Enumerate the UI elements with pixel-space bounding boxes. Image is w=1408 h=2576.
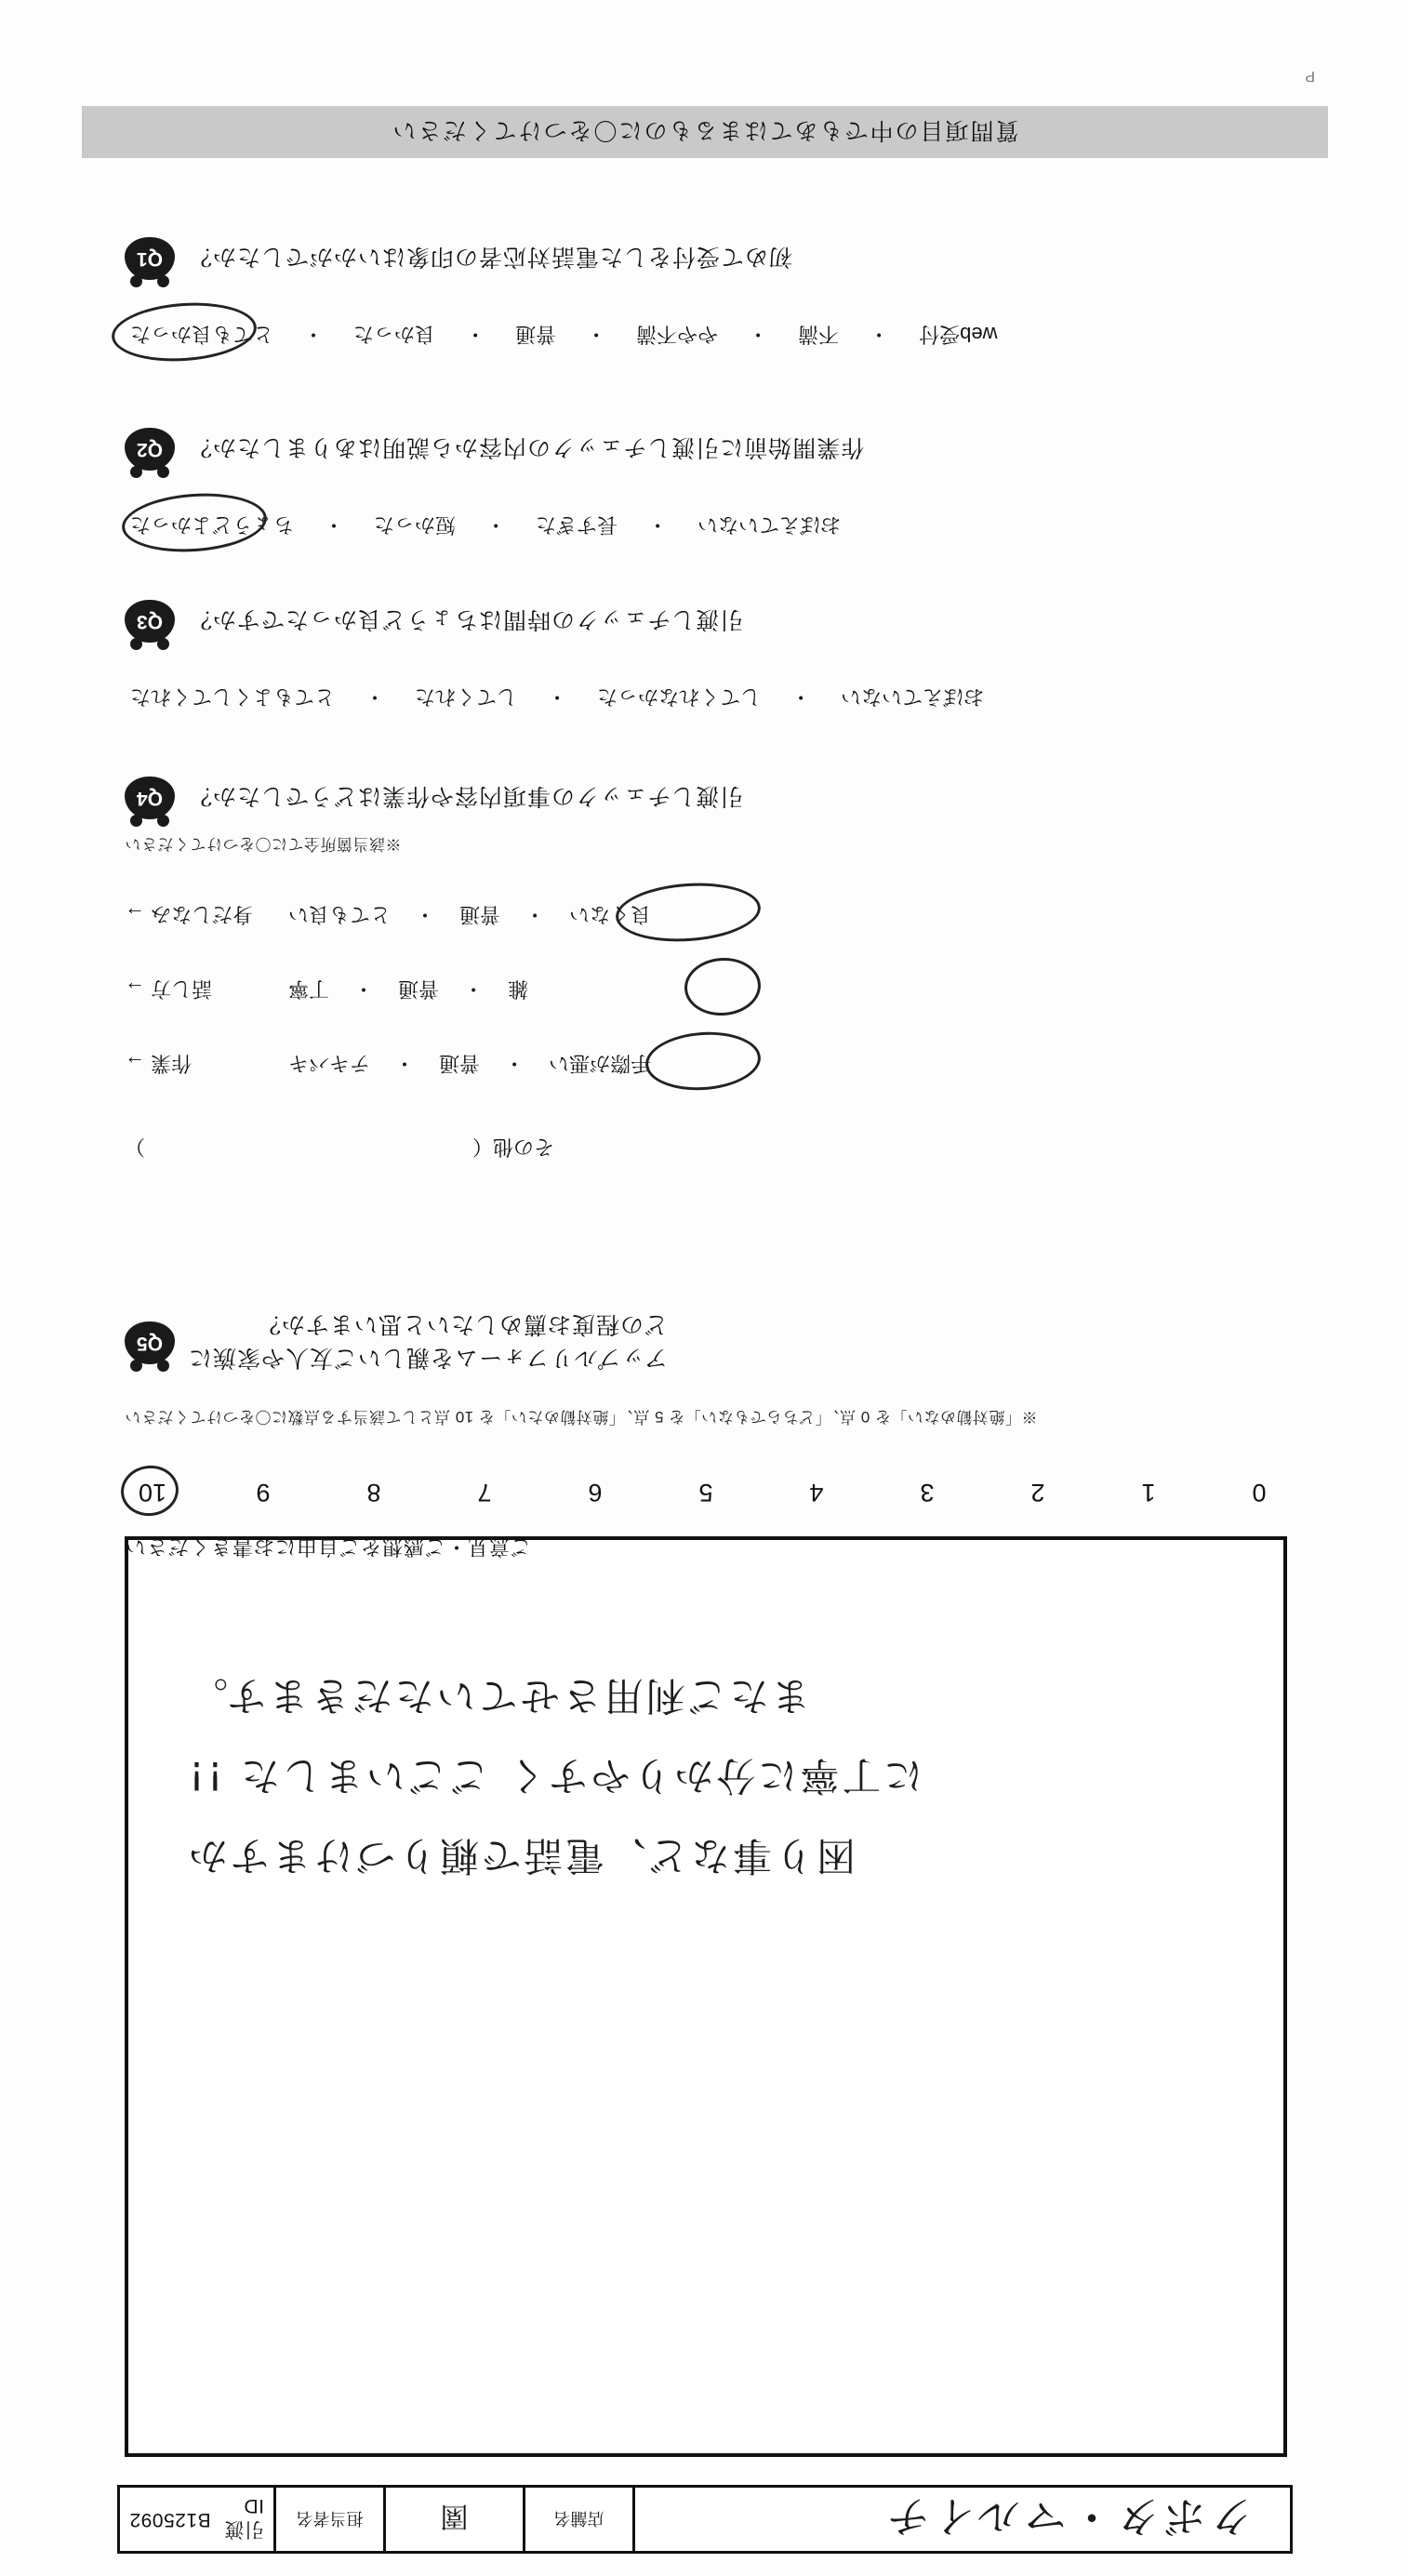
nps-scale[interactable] bbox=[125, 1478, 1287, 1507]
q1-sep-4: ・ bbox=[748, 323, 769, 346]
q2-number: Q2 bbox=[137, 439, 164, 460]
q1-options[interactable] bbox=[125, 317, 1287, 353]
scale-option-7[interactable]: 7 bbox=[477, 1479, 492, 1507]
q4-appearance-sep-2: ・ bbox=[504, 1052, 525, 1075]
header-id bbox=[120, 2488, 276, 2551]
q4-row-work-label-text: 身だしなみ bbox=[151, 903, 254, 926]
q5-number: Q5 bbox=[137, 1333, 164, 1354]
q2-option-1[interactable]: ちょうどよかった bbox=[125, 508, 299, 544]
q4-speech-option-3[interactable]: 雑 bbox=[508, 977, 529, 1001]
q4-row-work-label: 身だしなみ → bbox=[125, 903, 254, 926]
header-id-label: 引渡 ID bbox=[224, 2495, 264, 2540]
q1-option-4[interactable]: やや不満 bbox=[636, 323, 719, 346]
q4-work-sep-1: ・ bbox=[415, 903, 436, 926]
scale-option-9[interactable]: 9 bbox=[256, 1479, 271, 1507]
q1-option-2[interactable]: 良かった bbox=[353, 323, 436, 346]
q1-title: 初めて受付をした電話対応者の印象はいかがでしたか？ bbox=[188, 244, 793, 270]
q2-option-3[interactable]: 長すぎた bbox=[536, 513, 618, 537]
q4-work-option-2[interactable]: 普通 bbox=[459, 903, 501, 926]
q1-header bbox=[125, 233, 1287, 284]
q2-sep-2: ・ bbox=[485, 513, 507, 537]
q4-speech-sep-1: ・ bbox=[353, 977, 375, 1001]
q4-row-speech-label-text: 話し方 bbox=[151, 977, 213, 1001]
q4-title: 引渡しチェックの事項内容や作業はどうでしたか？ bbox=[188, 783, 744, 809]
q3-option-4[interactable]: おぼえていない bbox=[841, 685, 985, 709]
header-handwritten-name: クボタ・マルイチ bbox=[883, 2491, 1253, 2542]
scale-option-5[interactable]: 5 bbox=[698, 1479, 713, 1507]
q4-work-option-1[interactable]: とても良い bbox=[288, 901, 391, 930]
q4-badge-icon bbox=[125, 773, 175, 823]
q2-option-2[interactable]: 短かった bbox=[374, 513, 457, 537]
q4-note: ※該当箇所全てに〇をつけてください bbox=[125, 835, 402, 853]
q4-appearance-sep-1: ・ bbox=[394, 1052, 416, 1075]
q5-title bbox=[188, 1309, 668, 1376]
free-comment-label: ご意見・ご感想をご自由にお書きください bbox=[125, 1535, 532, 1559]
q1-option-6[interactable]: web受付 bbox=[919, 323, 998, 346]
q3-options[interactable] bbox=[125, 680, 1287, 716]
q1-number: Q1 bbox=[137, 248, 164, 270]
q4-speech-sep-2: ・ bbox=[463, 977, 485, 1001]
q3-option-2[interactable]: してくれた bbox=[415, 685, 518, 709]
comment-line-2: に丁寧に分かりやすく ごごいました !! bbox=[186, 1753, 923, 1799]
q2-badge-icon bbox=[125, 424, 175, 474]
q3-title: 引渡しチェックの時間はちょうど良かったですか？ bbox=[188, 606, 744, 632]
q3-option-3[interactable]: してくれなかった bbox=[597, 685, 762, 709]
q2-title: 作業開始前に引渡しチェックの内容から説明はありましたか？ bbox=[188, 434, 865, 460]
scale-option-8[interactable]: 8 bbox=[366, 1479, 381, 1507]
q4-row-appearance[interactable] bbox=[125, 1050, 1287, 1079]
comment-line-1: 困り事など、電話で頼りづけますか bbox=[186, 1833, 857, 1879]
q3-sep-1: ・ bbox=[365, 685, 386, 709]
q3-badge-icon bbox=[125, 596, 175, 646]
q4-work-sep-2: ・ bbox=[525, 903, 546, 926]
q4-work-option-3[interactable]: 良くない bbox=[569, 903, 652, 926]
header-strip bbox=[117, 2485, 1293, 2554]
q3-option-1[interactable]: とてもよくしてくれた bbox=[130, 685, 336, 709]
q5-title-line-2: どの程度お薦めしたいと思いますか？ bbox=[257, 1311, 669, 1337]
scale-option-10[interactable]: 10 bbox=[125, 1478, 180, 1507]
q4-appearance-option-1[interactable]: テキパキ bbox=[288, 1050, 370, 1079]
instruction-bar: 質問項目の中でもあてはまるものに〇をつけてください bbox=[82, 106, 1328, 158]
q2-options[interactable] bbox=[125, 508, 1287, 544]
q2-option-4[interactable]: おぼえていない bbox=[697, 513, 842, 537]
q4-row-appearance-label-text: 作業 bbox=[151, 1052, 193, 1075]
q3-number: Q3 bbox=[137, 611, 164, 632]
q2-header bbox=[125, 424, 1287, 474]
header-dealer-value: 園 bbox=[386, 2488, 525, 2551]
header-dealer-label: 担当者名 bbox=[276, 2488, 386, 2551]
q4-number: Q4 bbox=[137, 788, 164, 809]
comment-line-3: またご利用させていただきます。 bbox=[186, 1673, 811, 1719]
scale-option-2[interactable]: 2 bbox=[1030, 1479, 1045, 1507]
scale-option-6[interactable]: 6 bbox=[588, 1479, 603, 1507]
q5-badge-icon bbox=[125, 1318, 175, 1368]
header-id-value: B125092 bbox=[129, 2509, 211, 2530]
scale-option-1[interactable]: 1 bbox=[1141, 1479, 1156, 1507]
scale-option-4[interactable]: 4 bbox=[809, 1479, 824, 1507]
q3-sep-2: ・ bbox=[547, 685, 568, 709]
scale-option-0[interactable]: 0 bbox=[1252, 1479, 1267, 1507]
q3-sep-3: ・ bbox=[790, 685, 812, 709]
q5-header bbox=[125, 1309, 1287, 1376]
q4-appearance-option-3[interactable]: 手際が悪い bbox=[549, 1052, 652, 1075]
q5-title-line-1: アップルリフォームを親しいご友人や家族に bbox=[188, 1345, 669, 1371]
q2-sep-3: ・ bbox=[647, 513, 669, 537]
q4-row-appearance-label: 作業 → bbox=[125, 1052, 193, 1075]
q1-sep-1: ・ bbox=[303, 323, 325, 346]
q4-speech-option-2[interactable]: 普通 bbox=[398, 977, 440, 1001]
q1-sep-3: ・ bbox=[586, 323, 607, 346]
q4-appearance-option-2[interactable]: 普通 bbox=[439, 1052, 481, 1075]
header-store-label: 店舗名 bbox=[525, 2488, 635, 2551]
q2-sep-1: ・ bbox=[324, 513, 345, 537]
q1-option-1[interactable]: とても良かった bbox=[125, 317, 279, 353]
q3-header bbox=[125, 596, 1287, 646]
q4-row-work[interactable] bbox=[125, 901, 1287, 930]
q1-badge-icon bbox=[125, 233, 175, 284]
free-comment-box[interactable] bbox=[125, 1536, 1287, 2457]
q1-sep-5: ・ bbox=[869, 323, 890, 346]
q1-option-5[interactable]: 不満 bbox=[798, 323, 840, 346]
q1-option-3[interactable]: 普通 bbox=[515, 323, 557, 346]
scale-option-3[interactable]: 3 bbox=[920, 1479, 935, 1507]
q5-note: ※「絶対勧めない」を 0 点、「どちらでもない」を 5 点、「絶対勧めたい」を 10 点として該当する点数に〇をつけてください bbox=[125, 1408, 1038, 1426]
q4-speech-option-1[interactable]: 丁寧 bbox=[288, 976, 329, 1004]
q4-other-option[interactable]: その他（ ） bbox=[125, 1135, 555, 1159]
q1-sep-2: ・ bbox=[465, 323, 486, 346]
q4-row-speech[interactable] bbox=[125, 976, 1287, 1004]
q4-header bbox=[125, 773, 1287, 823]
page-mark: P bbox=[1305, 68, 1315, 84]
free-comment-handwriting bbox=[186, 1655, 1228, 1895]
q4-row-speech-label: 話し方 → bbox=[125, 977, 213, 1001]
